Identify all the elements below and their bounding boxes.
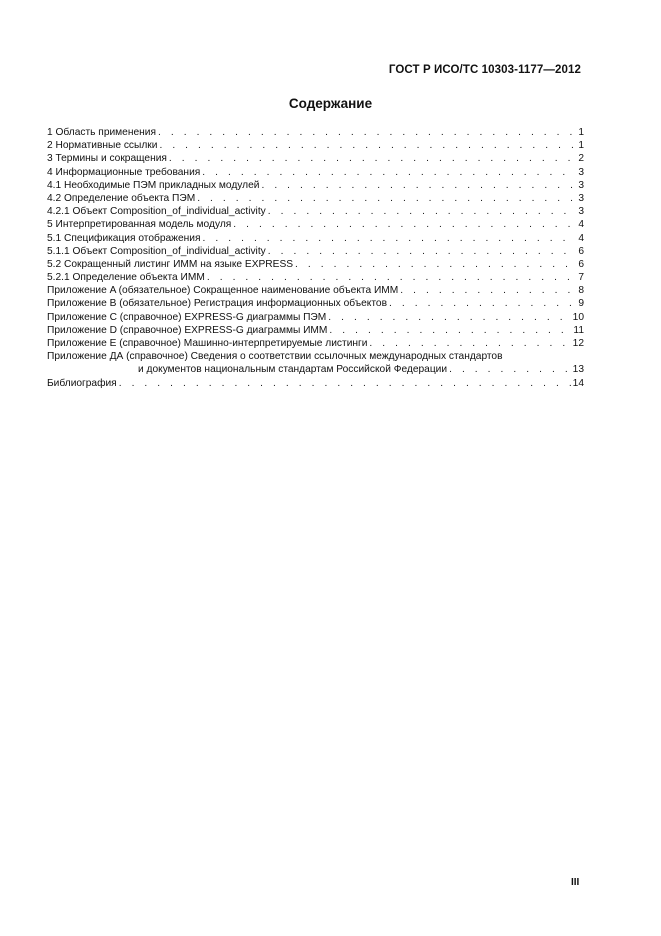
toc-entry-page: 12 <box>572 338 584 349</box>
toc-entry-page: 13 <box>572 364 584 376</box>
toc-entry-label: 2 Нормативные ссылки <box>47 140 158 152</box>
dot-leader <box>329 324 571 337</box>
toc-entry-page: 4 <box>578 219 584 231</box>
toc-entry[interactable] <box>47 271 584 284</box>
dot-leader <box>268 205 574 218</box>
toc-entry-page: 3 <box>578 179 584 191</box>
dot-leader <box>158 126 574 139</box>
toc-entry-label: Приложение D (справочное) EXPRESS-G диаграммы ИММ <box>47 324 328 336</box>
toc-entry-page: 6 <box>578 258 584 270</box>
toc-entry-label: 3 Термины и сокращения <box>47 153 167 165</box>
toc-entry-page: 2 <box>578 153 584 165</box>
toc-entry-page: 1 <box>578 127 584 138</box>
toc-entry-page: 10 <box>572 311 584 323</box>
toc-entry-bibliography[interactable] <box>47 377 584 390</box>
toc-entry-page: 7 <box>578 272 584 284</box>
toc-entry-label: 4.2 Определение объекта ПЭМ <box>47 192 196 204</box>
toc-entry-label: 1 Область применения <box>47 127 156 138</box>
toc-entry-label: Приложение E (справочное) Машинно-интерпретируемые листинги <box>47 338 368 349</box>
dot-leader <box>369 337 570 350</box>
toc-entry-label: Приложение A (обязательное) Сокращенное наименование объекта ИММ <box>47 285 399 297</box>
toc-entry-label: Приложение C (справочное) EXPRESS-G диаграммы ПЭМ <box>47 311 327 323</box>
toc-entry-page: 9 <box>578 298 584 310</box>
toc-entry-label: 4.1 Необходимые ПЭМ прикладных модулей <box>47 179 260 191</box>
dot-leader <box>159 139 574 152</box>
toc-entry-label: 5.2 Сокращенный листинг ИММ на языке EXPRESS <box>47 258 294 270</box>
toc-entry-label: Библиография <box>47 377 117 389</box>
toc-entry-label: 5.2.1 Определение объекта ИММ <box>47 272 205 284</box>
document-code-header: ГОСТ Р ИСО/ТС 10303-1177—2012 <box>388 64 581 76</box>
dot-leader <box>197 192 574 205</box>
toc-entry[interactable] <box>47 218 584 231</box>
toc-entry[interactable] <box>47 284 584 297</box>
toc-entry-label: 5.1.1 Объект Composition_of_individual_activity <box>47 245 266 257</box>
toc-entry-appendix-da[interactable] <box>47 350 584 376</box>
dot-leader <box>328 311 570 324</box>
toc-entry-label: Приложение B (обязательное) Регистрация информационных объектов <box>47 298 387 310</box>
dot-leader <box>202 166 574 179</box>
toc-entry-page: 14 <box>572 377 584 389</box>
toc-entry[interactable] <box>47 258 584 271</box>
toc-entry-page: 1 <box>578 140 584 152</box>
toc-entry-label: 5 Интерпретированная модель модуля <box>47 219 232 231</box>
toc-entry-label-continuation: и документов национальным стандартам Российской Федерации <box>138 364 448 376</box>
dot-leader <box>233 218 574 231</box>
toc-entry-page: 3 <box>578 192 584 204</box>
dot-leader <box>295 258 574 271</box>
toc-entry[interactable] <box>47 232 584 245</box>
dot-leader <box>449 363 571 376</box>
toc-entry-page: 3 <box>578 166 584 178</box>
dot-leader <box>169 152 574 165</box>
page-number: III <box>571 877 580 888</box>
toc-entry[interactable] <box>47 245 584 258</box>
toc-entry[interactable] <box>47 166 584 179</box>
toc-entry[interactable] <box>47 192 584 205</box>
toc-entry-label: Приложение ДА (справочное) Сведения о соответствии ссылочных международных стандартов <box>47 351 503 363</box>
toc-entry-page: 8 <box>578 285 584 297</box>
toc-entry-page: 6 <box>578 245 584 257</box>
toc-entry[interactable] <box>47 337 584 350</box>
toc-entry[interactable] <box>47 126 584 139</box>
toc-entry-label: 5.1 Спецификация отображения <box>47 232 201 244</box>
toc-entry-label: 4 Информационные требования <box>47 166 201 178</box>
dot-leader <box>400 284 574 297</box>
page-title: Содержание <box>288 96 373 111</box>
dot-leader <box>203 232 575 245</box>
toc-entry-page: 3 <box>578 206 584 218</box>
dot-leader <box>261 179 574 192</box>
toc-entry[interactable] <box>47 139 584 152</box>
toc-entry[interactable] <box>47 297 584 310</box>
toc-entry-page: 4 <box>578 232 584 244</box>
dot-leader <box>207 271 574 284</box>
dot-leader <box>389 297 574 310</box>
dot-leader <box>268 245 574 258</box>
toc-entry[interactable] <box>47 324 584 337</box>
toc-entry-page: 11 <box>573 324 584 336</box>
toc-entry[interactable] <box>47 311 584 324</box>
toc-entry[interactable] <box>47 152 584 165</box>
toc-entry[interactable] <box>47 179 584 192</box>
toc-entry-label: 4.2.1 Объект Composition_of_individual_activity <box>47 206 266 218</box>
toc-entry[interactable] <box>47 205 584 218</box>
dot-leader <box>119 377 571 390</box>
table-of-contents <box>47 126 584 390</box>
